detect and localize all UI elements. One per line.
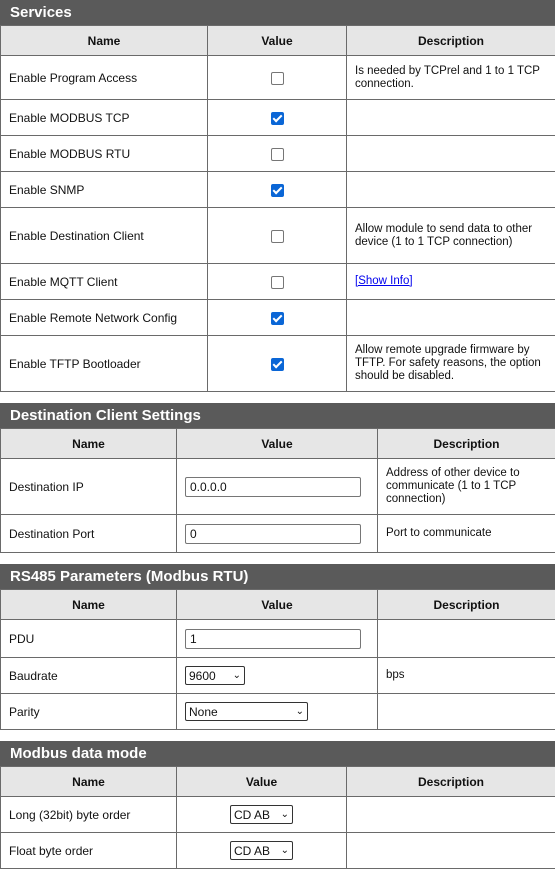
table-row (1, 658, 555, 694)
col-header-value: Value (208, 26, 347, 56)
float-byte-order-value: CD AB (234, 843, 271, 858)
row-description: Is needed by TCPrel and 1 to 1 TCP connection. (347, 56, 555, 100)
row-description (347, 136, 555, 172)
table-row (1, 515, 555, 553)
table-row (1, 208, 555, 264)
col-header-value: Value (177, 767, 347, 797)
modbus-section (0, 741, 555, 869)
col-header-value: Value (177, 590, 378, 620)
col-header-description: Description (378, 429, 555, 459)
float-byte-order-select[interactable] (230, 841, 293, 860)
table-row (1, 264, 555, 300)
table-row (1, 136, 555, 172)
row-description: Port to communicate (378, 515, 555, 553)
tftp-bootloader-checkbox[interactable] (271, 358, 284, 371)
mqtt-client-checkbox[interactable] (271, 276, 284, 289)
services-section (0, 0, 555, 392)
col-header-name: Name (1, 767, 177, 797)
table-row (1, 100, 555, 136)
table-row (1, 336, 555, 392)
modbus-table (0, 766, 555, 869)
col-header-description: Description (378, 590, 555, 620)
row-label: Destination IP (1, 459, 177, 515)
row-label: Enable SNMP (1, 172, 208, 208)
col-header-name: Name (1, 429, 177, 459)
table-row (1, 620, 555, 658)
col-header-name: Name (1, 26, 208, 56)
col-header-name: Name (1, 590, 177, 620)
row-description (347, 172, 555, 208)
long-byte-order-value: CD AB (234, 807, 271, 822)
row-label: Enable MODBUS TCP (1, 100, 208, 136)
row-description (347, 797, 555, 833)
destination-ip-input[interactable]: 0.0.0.0 (185, 477, 361, 497)
program-access-checkbox[interactable] (271, 72, 284, 85)
col-header-description: Description (347, 26, 555, 56)
row-description (347, 100, 555, 136)
pdu-input[interactable]: 1 (185, 629, 361, 649)
table-row (1, 300, 555, 336)
show-info-link[interactable]: [Show Info] (355, 275, 413, 287)
row-description (347, 833, 555, 869)
row-label: Enable MQTT Client (1, 264, 208, 300)
row-label: Enable MODBUS RTU (1, 136, 208, 172)
row-label: Destination Port (1, 515, 177, 553)
table-row (1, 694, 555, 730)
col-header-description: Description (347, 767, 555, 797)
long-byte-order-select[interactable] (230, 805, 293, 824)
table-row (1, 797, 555, 833)
row-description: Address of other device to communicate (1 to 1 TCP connection) (378, 459, 555, 515)
row-label: PDU (1, 620, 177, 658)
destination-section (0, 403, 555, 553)
row-label: Enable Destination Client (1, 208, 208, 264)
services-title: Services (0, 0, 555, 25)
row-description: Allow module to send data to other device (1 to 1 TCP connection) (347, 208, 555, 264)
row-label: Enable Program Access (1, 56, 208, 100)
remote-network-config-checkbox[interactable] (271, 312, 284, 325)
chevron-down-icon: ⌄ (232, 670, 241, 681)
row-description (378, 620, 555, 658)
row-label: Baudrate (1, 658, 177, 694)
row-description (378, 694, 555, 730)
row-label: Parity (1, 694, 177, 730)
row-label: Long (32bit) byte order (1, 797, 177, 833)
row-description: bps (378, 658, 555, 694)
rs485-title: RS485 Parameters (Modbus RTU) (0, 564, 555, 589)
rs485-section (0, 564, 555, 730)
services-table (0, 25, 555, 392)
table-row (1, 56, 555, 100)
modbus-rtu-checkbox[interactable] (271, 148, 284, 161)
chevron-down-icon: ⌄ (280, 845, 289, 856)
row-description: Allow remote upgrade firmware by TFTP. For safety reasons, the option should be disabled. (347, 336, 555, 392)
destination-port-input[interactable]: 0 (185, 524, 361, 544)
table-row (1, 459, 555, 515)
snmp-checkbox[interactable] (271, 184, 284, 197)
table-row (1, 833, 555, 869)
chevron-down-icon: ⌄ (280, 809, 289, 820)
row-label: Float byte order (1, 833, 177, 869)
row-label: Enable Remote Network Config (1, 300, 208, 336)
destination-title: Destination Client Settings (0, 403, 555, 428)
parity-select[interactable] (185, 702, 308, 721)
row-description (347, 300, 555, 336)
baudrate-value: 9600 (189, 668, 216, 683)
parity-value: None (189, 704, 218, 719)
rs485-table (0, 589, 555, 730)
row-label: Enable TFTP Bootloader (1, 336, 208, 392)
destination-table (0, 428, 555, 553)
destination-client-checkbox[interactable] (271, 230, 284, 243)
col-header-value: Value (177, 429, 378, 459)
chevron-down-icon: ⌄ (295, 706, 304, 717)
modbus-tcp-checkbox[interactable] (271, 112, 284, 125)
modbus-title: Modbus data mode (0, 741, 555, 766)
table-row (1, 172, 555, 208)
baudrate-select[interactable] (185, 666, 245, 685)
